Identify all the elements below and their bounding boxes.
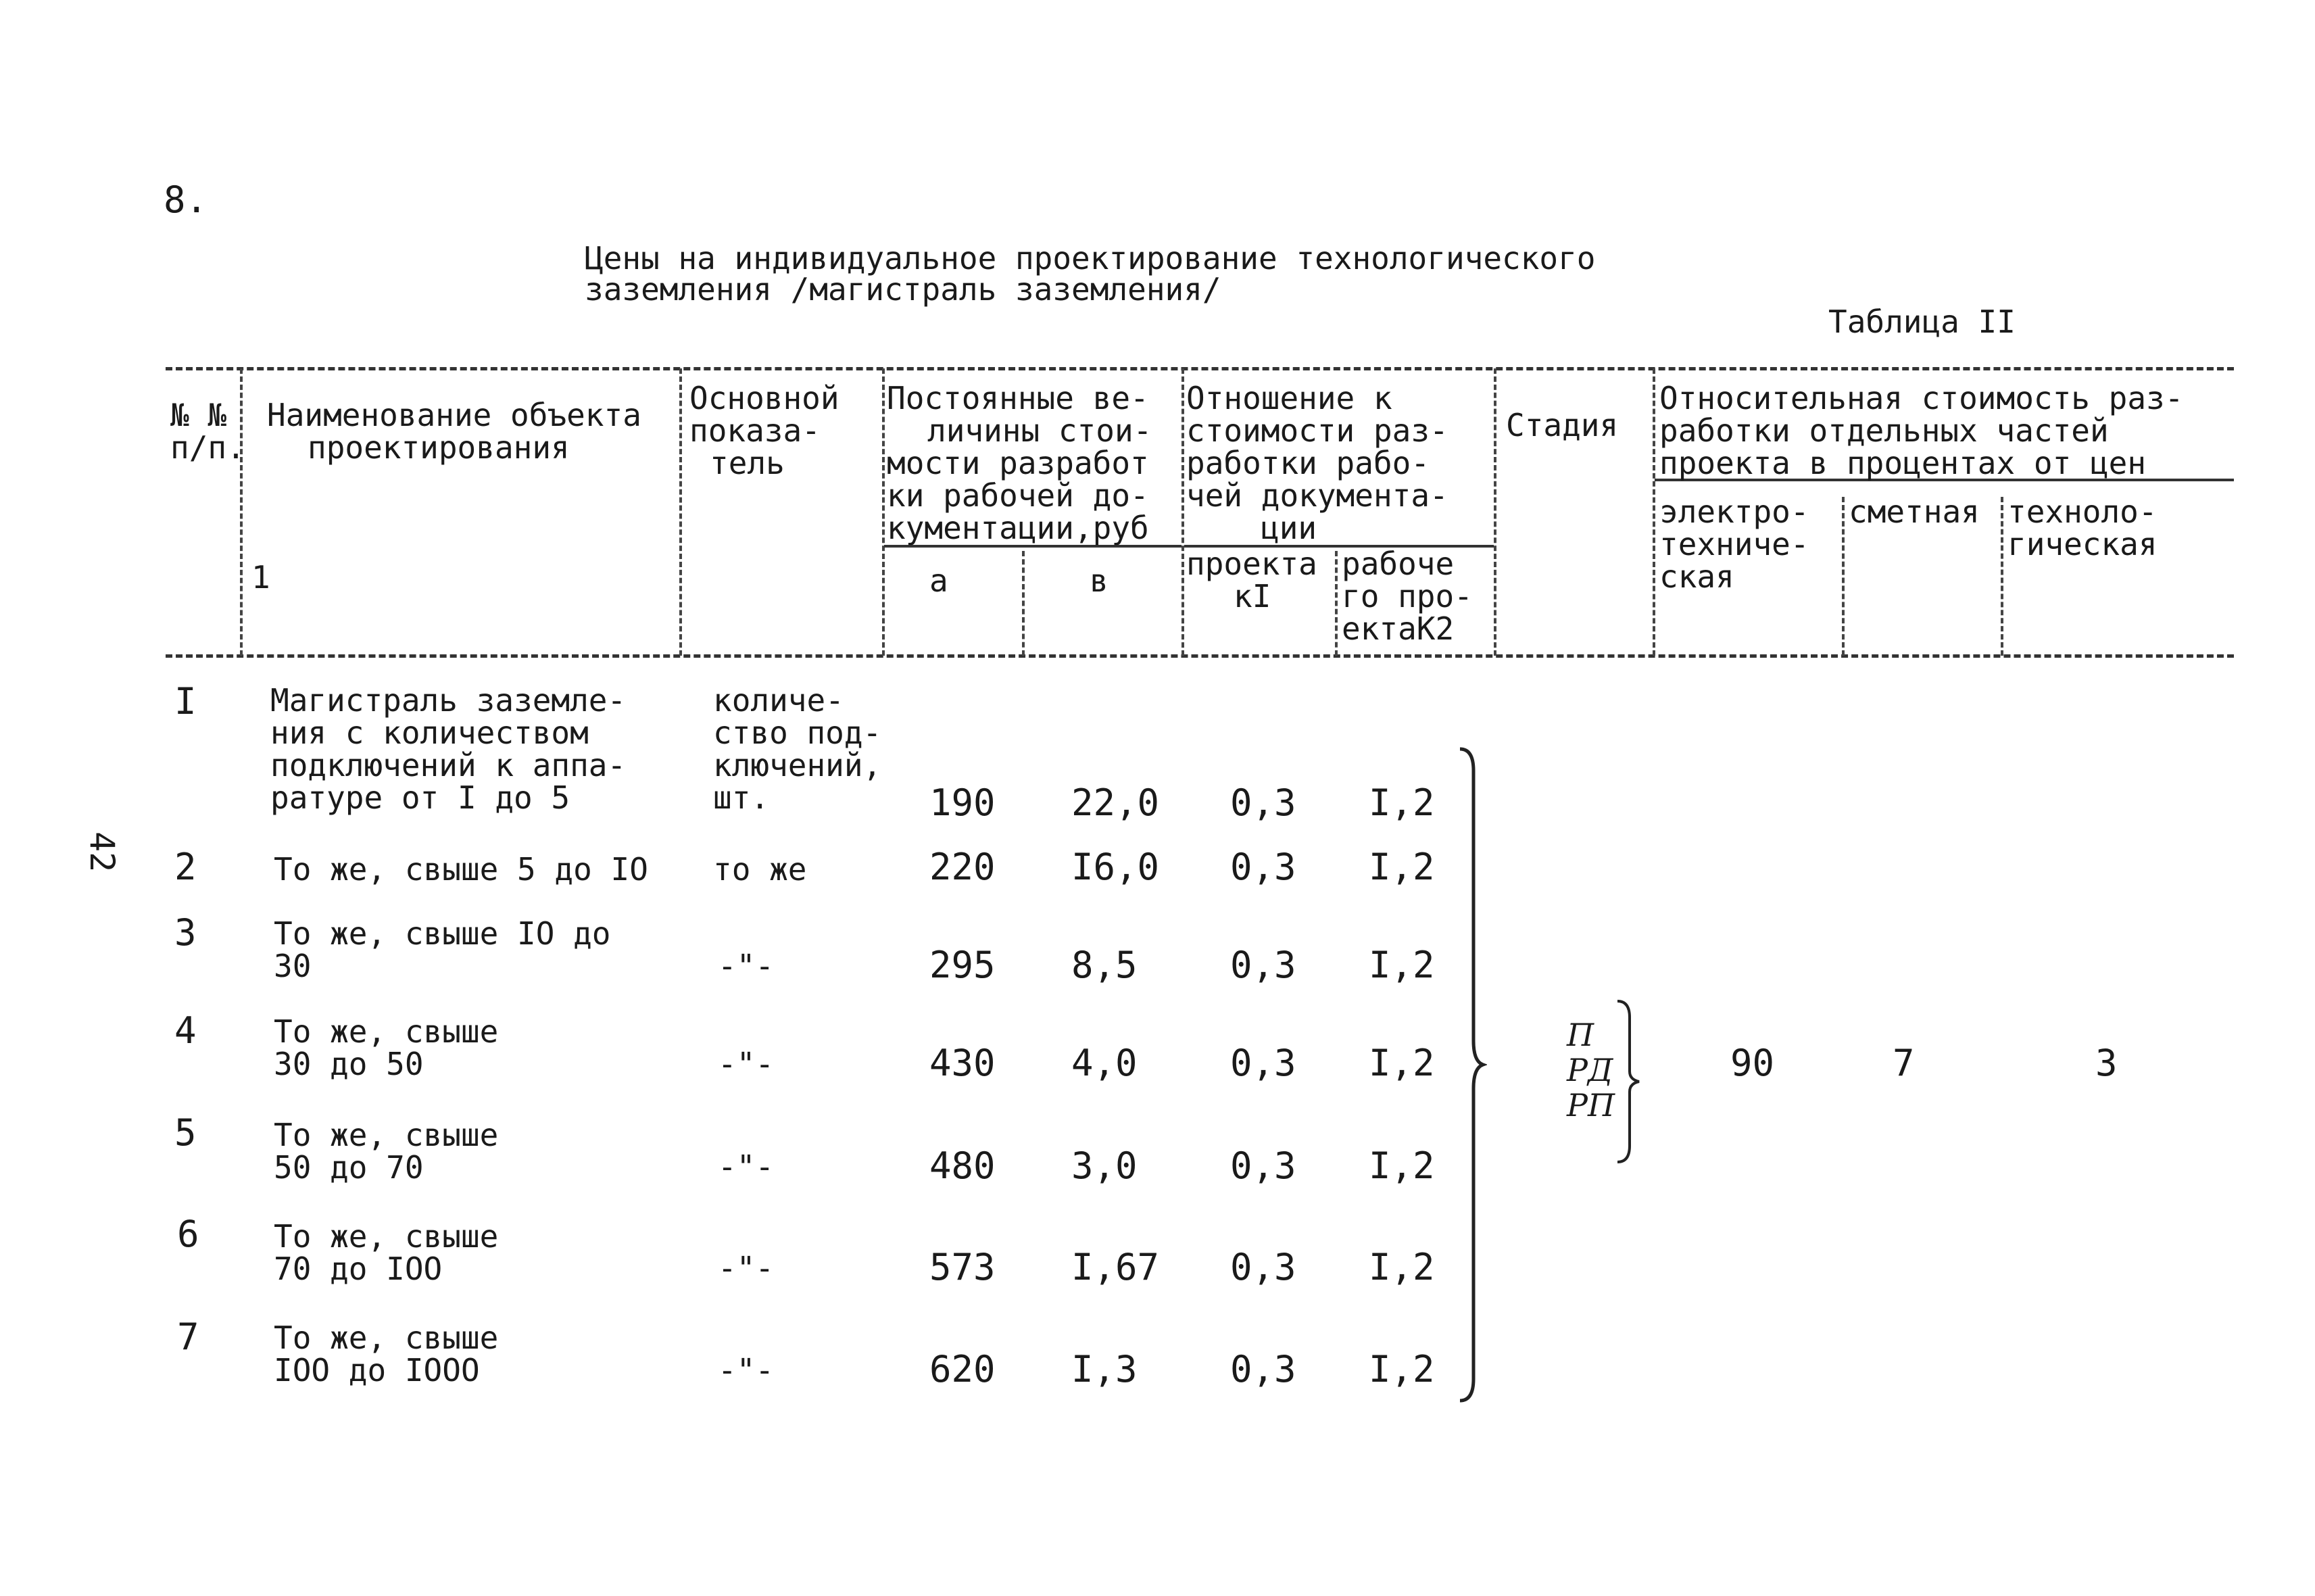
row-value-k1: 0,3 [1230,1042,1296,1084]
row-indicator: -"- [718,948,775,984]
row-value-k2: I,2 [1369,781,1435,824]
col-divider-6 [1653,368,1655,656]
row-value-b: 4,0 [1071,1042,1138,1084]
title-line-1: Цены на индивидуальное проектирование технологического [585,240,1596,276]
row-value-k2: I,2 [1369,1042,1435,1084]
title-line-2: заземления /магистраль заземления/ [585,271,1221,308]
row-name: То же, свыше 50 до 70 [274,1117,499,1186]
right-brace-large [1453,744,1487,1406]
row-value-k1: 0,3 [1230,781,1296,824]
header-ratio-k2: рабоче го про- ектаК2 [1342,546,1473,647]
row-value-b: I,3 [1071,1348,1138,1391]
row-value-b: 3,0 [1071,1144,1138,1187]
header-name-col-index: 1 [251,559,270,596]
side-page-number: 42 [82,831,122,873]
row-indicator: количе- ство под- ключений, шт. [713,682,882,816]
row-value-a: 573 [929,1246,996,1288]
share-estimate: 7 [1893,1042,1915,1084]
row-indicator: -"- [718,1148,775,1185]
row-indicator: -"- [718,1352,775,1388]
row-value-k1: 0,3 [1230,1348,1296,1391]
table-label: Таблица II [1828,304,2016,340]
row-value-a: 220 [929,846,996,888]
header-num: № № п/п. [170,397,245,466]
row-value-b: 8,5 [1071,944,1138,986]
header-rel-electro: электро- техниче- ская [1659,493,1809,595]
row-number: 6 [177,1213,199,1255]
header-name: Наименование объекта проектирования [267,397,641,466]
col-divider-a-b [1022,551,1025,656]
col-divider-2 [679,368,682,656]
row-indicator: то же [713,851,807,888]
row-value-k1: 0,3 [1230,1144,1296,1187]
row-value-b: I,67 [1071,1246,1160,1288]
page-number: 8. [164,178,208,221]
col-divider-k1-k2 [1335,551,1338,656]
row-number: 3 [174,911,197,954]
right-brace-stage [1612,997,1646,1166]
row-name: То же, свыше 5 до IO [274,851,648,888]
row-value-a: 430 [929,1042,996,1084]
col-divider-7 [1842,497,1845,656]
row-number: 4 [174,1009,197,1052]
row-value-b: I6,0 [1071,846,1160,888]
share-electro: 90 [1730,1042,1775,1084]
row-value-k2: I,2 [1369,846,1435,888]
stage-list: П РД РП [1567,1017,1615,1123]
share-tech: 3 [2095,1042,2118,1084]
row-number: 2 [174,846,197,888]
header-bottom-rule [166,654,2234,658]
col-divider-3 [882,368,885,656]
row-value-a: 480 [929,1144,996,1187]
row-name: То же, свыше IO до 30 [274,915,611,984]
row-value-k1: 0,3 [1230,1246,1296,1288]
header-ratio: Отношение к стоимости раз- работки рабо- чей документа- ции [1186,380,1448,546]
row-value-k2: I,2 [1369,944,1435,986]
row-number: 5 [174,1111,197,1154]
row-value-k2: I,2 [1369,1246,1435,1288]
row-name: То же, свыше 70 до IOO [274,1218,499,1287]
row-name: То же, свыше IOO до IOOO [274,1320,499,1388]
header-ratio-k1: проекта кI [1186,546,1317,614]
row-number: 7 [177,1315,199,1358]
header-rel-estimate: сметная [1849,493,1980,530]
header-const-a: а [929,562,948,599]
header-rel-tech: техноло- гическая [2007,493,2158,562]
table-top-rule [166,367,2234,370]
header-relative: Относительная стоимость раз- работки отдельных частей проекта в процентах от цен [1659,380,2184,481]
row-name: Магистраль заземле- ния с количеством подключений к аппа- ратуре от I до 5 [270,682,627,816]
row-number: I [174,680,197,723]
header-stage: Стадия [1506,407,1619,443]
row-value-k2: I,2 [1369,1144,1435,1187]
header-const-b: в [1090,562,1108,599]
header-indicator: Основной показа- тель [689,380,839,481]
row-indicator: -"- [718,1250,775,1286]
row-name: То же, свыше 30 до 50 [274,1013,499,1082]
header-constants: Постоянные ве- личины стои- мости разработ ки рабочей до- кументации,руб [887,380,1152,546]
col-divider-5 [1494,368,1496,656]
col-divider-4 [1181,368,1184,656]
row-indicator: -"- [718,1046,775,1082]
row-value-k1: 0,3 [1230,846,1296,888]
row-value-a: 295 [929,944,996,986]
col-divider-8 [2001,497,2003,656]
row-value-a: 190 [929,781,996,824]
row-value-a: 620 [929,1348,996,1391]
row-value-b: 22,0 [1071,781,1160,824]
row-value-k1: 0,3 [1230,944,1296,986]
row-value-k2: I,2 [1369,1348,1435,1391]
